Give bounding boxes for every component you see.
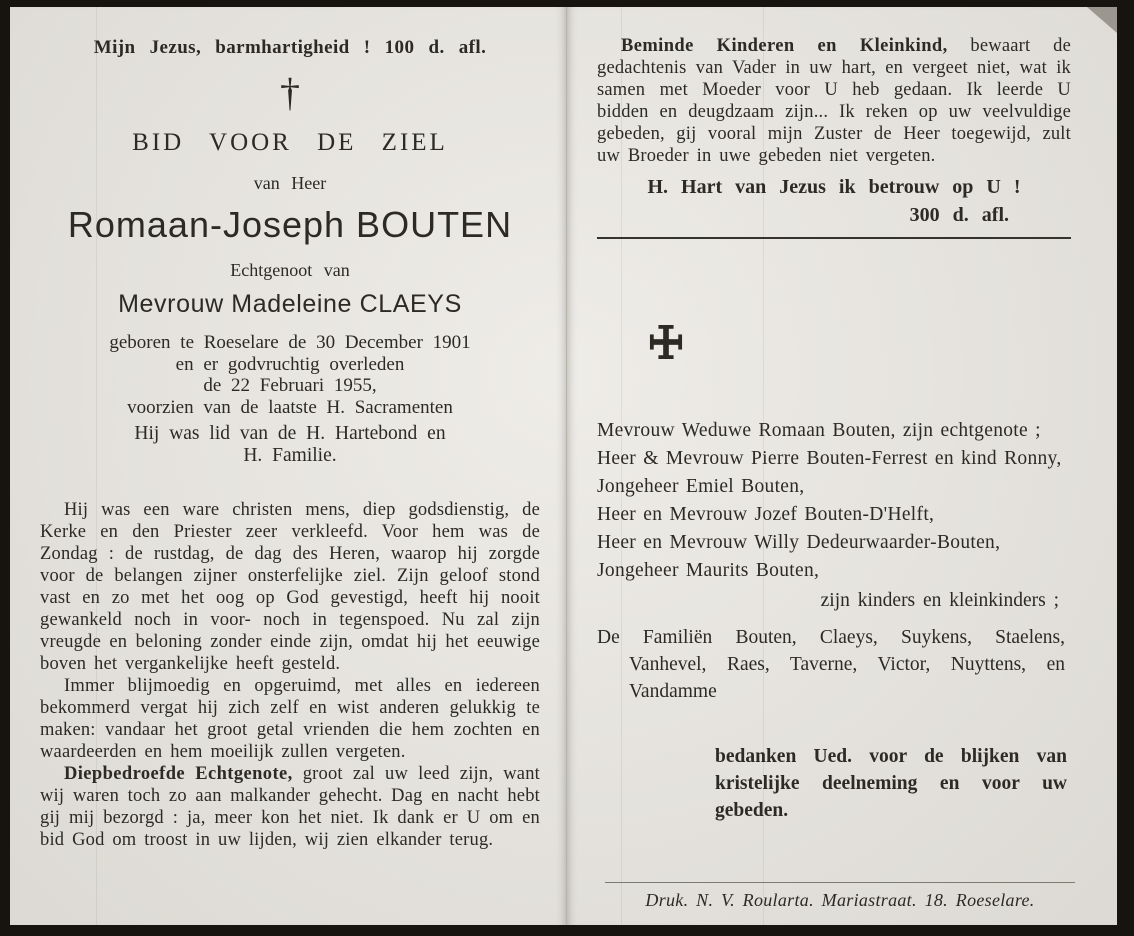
scan-fold-line (96, 7, 97, 925)
biography-block (40, 499, 540, 851)
family-list-item: Jongeheer Emiel Bouten, (597, 476, 805, 497)
latin-cross-icon: † (280, 70, 300, 115)
family-list-item: Heer & Mevrouw Pierre Bouten-Ferrest en kind Ronny, (597, 448, 1062, 469)
membership-line: Hij was lid van de H. Hartebond en (134, 423, 446, 444)
family-list-item: Jongeheer Maurits Bouten, (597, 560, 820, 581)
families-line: De Familiën Bouten, Claeys, Suykens, Staelens, Vanhevel, Raes, Taverne, Victor, Nuyttens, en Vandamme (597, 627, 1065, 702)
scan-fold-line (621, 7, 622, 925)
scan-corner (1087, 7, 1117, 33)
family-list-item: Heer en Mevrouw Willy Dedeurwaarder-Bouten, (597, 532, 1001, 553)
family-list-caption: zijn kinders en kleinkinders ; (820, 590, 1059, 611)
prayer-subtitle: van Heer (253, 173, 327, 193)
family-list-item: Heer en Mevrouw Jozef Bouten-D'Helft, (597, 504, 935, 525)
cross-potent-icon (649, 323, 683, 361)
divider-rule (597, 237, 1071, 239)
children-address-rest: bewaart de gedachtenis van Vader in uw hart, en vergeet niet, wat ik samen met Moeder voor U heb gedaan. Ik leerde U bidden en deugdzaam zijn... Ik reken op uw veelvuldige gebeden, gij vooral mijn Zuster de Heer toegewijd, zult uw Broeder in uwe gebeden niet vergeten. (597, 36, 1071, 166)
widow-address-lead: Diepbedroefde Echtgenote, (64, 764, 293, 784)
widow-address-paragraph (40, 763, 540, 851)
vitals-line: voorzien van de laatste H. Sacramenten (127, 396, 453, 418)
printer-footer (597, 882, 1083, 911)
vitals-line: geboren te Roeselare de 30 December 1901 (109, 332, 471, 353)
thanks-paragraph: bedanken Ued. voor de blijken van kristelijke deelneming en voor uw gebeden. (715, 746, 1067, 821)
children-address-lead: Beminde Kinderen en Kleinkind, (621, 36, 948, 56)
left-page (10, 7, 566, 925)
invocation-line: Mijn Jezus, barmhartigheid ! 100 d. afl. (93, 37, 487, 58)
prayer-title: BID VOOR DE ZIEL (132, 129, 448, 156)
membership-line: H. Familie. (243, 445, 337, 466)
vitals-line: en er godvruchtig overleden (175, 353, 405, 375)
printer-rule (605, 882, 1075, 883)
printer-line: Druk. N. V. Roularta. Mariastraat. 18. Roeselare. (645, 890, 1035, 910)
scan-fold-line (763, 7, 764, 925)
right-page (566, 7, 1117, 925)
vitals-block (40, 332, 540, 418)
sacred-heart-motto: H. Hart van Jezus ik betrouw op U ! (647, 176, 1021, 198)
indulgence-note: 300 d. afl. (909, 204, 1009, 226)
family-list (597, 417, 1071, 585)
deceased-name: Romaan-Joseph BOUTEN (67, 204, 513, 245)
vitals-line: de 22 Februari 1955, (203, 375, 377, 396)
card-paper (10, 7, 1117, 925)
biography-paragraph: Hij was een ware christen mens, diep godsdienstig, de Kerke en den Priester zeer verkleefd. Voor hem was de Zondag : de rustdag, de dag des Heren, waarop hij zorgde voor de belangen zijner onsterfelijke ziel. Zijn geloof stond vast en zo met het oog op God gevestigd, heeft hij nooit gewankeld noch in voor- noch in tegenspoed. Nu zal zijn vreugde en beloning zonder einde zijn, omdat hij het eeuwige boven het vergankelijke heeft gesteld. (40, 500, 540, 674)
children-address-paragraph (597, 35, 1071, 167)
widow-address-rest: groot zal uw leed zijn, want wij waren toch zo aan malkander gehecht. Dag en nacht hebt gij mij bezorgd : ja, meer kon het niet. Ik dank er U om en bid God om troost in uw lijden, wij zien elkander terug. (40, 764, 540, 850)
spouse-intro: Echtgenoot van (230, 260, 350, 280)
membership-block (40, 423, 540, 467)
spouse-name: Mevrouw Madeleine CLAEYS (118, 290, 462, 318)
family-list-item: Mevrouw Weduwe Romaan Bouten, zijn echtgenote ; (597, 420, 1041, 441)
character-paragraph: Immer blijmoedig en opgeruimd, met alles en iedereen bekommerd vergat hij zich zelf en wist anderen gelukkig te maken: vandaar het groot getal vrienden die hem zochten en waardeerden en hem moeilijk zullen vergeten. (40, 676, 540, 762)
